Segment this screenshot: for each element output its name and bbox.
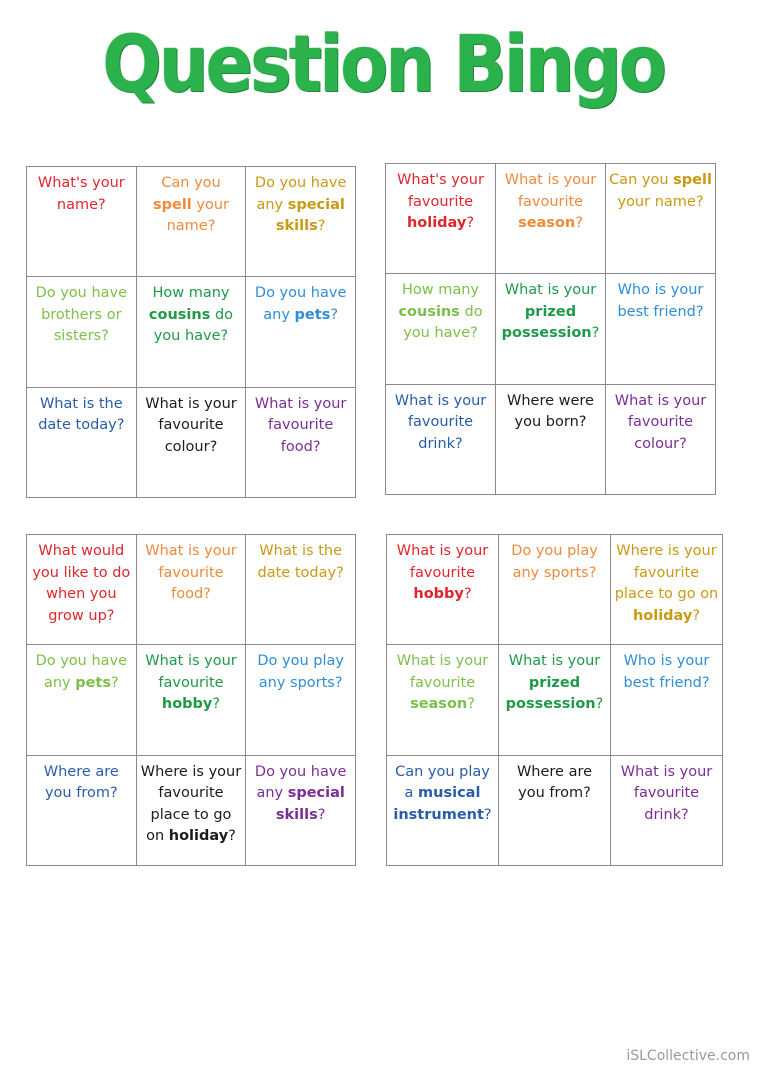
bingo-question-text: Do you play any sports? (511, 543, 598, 581)
bingo-question-text: ? (330, 306, 339, 323)
bingo-keyword: season (410, 696, 468, 713)
bingo-cell (499, 645, 611, 755)
bingo-cell (27, 535, 137, 645)
bingo-cell (611, 756, 723, 866)
bingo-cell (246, 167, 356, 277)
bingo-question-text: Do you have any (254, 763, 347, 802)
bingo-question-text: How many (152, 285, 230, 302)
bingo-card-4 (386, 534, 723, 866)
bingo-question-text: Do you have any (254, 285, 347, 323)
bingo-keyword: cousins (398, 303, 460, 320)
bingo-question-text: What is your favourite drink? (394, 392, 487, 452)
bingo-question-text: ? (692, 607, 701, 624)
bingo-question-text: What is your favourite drink? (620, 763, 713, 823)
bingo-cell (496, 274, 606, 384)
bingo-cell (246, 388, 356, 498)
bingo-cell (496, 385, 606, 495)
bingo-question-text: How many (401, 282, 480, 299)
bingo-cell (387, 756, 499, 866)
bingo-question-text: Where are you from? (43, 763, 119, 802)
bingo-keyword: cousins (148, 306, 211, 323)
bingo-cell (606, 164, 716, 274)
bingo-cell (137, 535, 247, 645)
bingo-question-text: Can you play a (395, 763, 490, 802)
page-title: Question Bingo (102, 18, 664, 110)
bingo-question-text: What is your favourite colour? (145, 395, 237, 455)
bingo-card-1 (26, 166, 356, 498)
bingo-keyword: holiday (168, 828, 229, 845)
bingo-cell (137, 277, 247, 387)
bingo-keyword: spell (673, 172, 712, 188)
bingo-question-text: ? (591, 325, 600, 342)
bingo-cell (386, 164, 496, 274)
bingo-keyword: prized possession (501, 303, 592, 342)
bingo-keyword: prized possession (505, 674, 596, 713)
bingo-cell (496, 164, 606, 274)
bingo-cell (611, 645, 723, 755)
bingo-cell (246, 535, 356, 645)
bingo-question-text: What is the date today? (257, 543, 344, 581)
bingo-question-text: What is the date today? (38, 395, 125, 434)
bingo-question-text: Can you (161, 175, 221, 191)
bingo-question-text: ? (467, 696, 475, 713)
bingo-keyword: holiday (406, 215, 467, 231)
bingo-question-text: Who is your best friend? (617, 282, 704, 320)
bingo-question-text: ? (212, 696, 221, 713)
watermark-text: iSLCollective.com (626, 1048, 750, 1064)
bingo-question-text: ? (483, 806, 492, 823)
bingo-question-text: What is your favourite food? (254, 395, 347, 455)
bingo-question-text: ? (317, 806, 326, 823)
bingo-cell (499, 535, 611, 645)
bingo-question-text: What's your name? (37, 175, 125, 213)
bingo-keyword: hobby (413, 586, 464, 602)
bingo-question-text: Who is your best friend? (623, 653, 710, 691)
bingo-question-text: ? (595, 696, 604, 713)
bingo-question-text: Where were you born? (507, 392, 594, 431)
bingo-question-text: Do you play any sports? (257, 653, 344, 691)
bingo-cell (611, 535, 723, 645)
bingo-keyword: holiday (632, 607, 693, 624)
bingo-keyword: hobby (161, 696, 213, 713)
bingo-question-text: Do you have any (35, 653, 128, 691)
bingo-cell (137, 388, 247, 498)
bingo-keyword: pets (294, 306, 331, 323)
bingo-question-text: What is your (508, 653, 601, 670)
bingo-cell (137, 167, 247, 277)
bingo-cell (606, 385, 716, 495)
bingo-question-text: What is your favourite (396, 543, 489, 581)
bingo-question-text: What is your favourite (145, 653, 237, 691)
bingo-question-text: What would you like to do when you grow up? (32, 543, 131, 624)
bingo-cell (27, 756, 137, 866)
bingo-cell (137, 756, 247, 866)
bingo-question-text: What's your favourite (397, 172, 484, 210)
bingo-cell (137, 645, 247, 755)
bingo-card-2 (385, 163, 716, 495)
bingo-question-text: ? (111, 674, 119, 691)
bingo-cell (27, 645, 137, 755)
bingo-question-text: your name? (166, 196, 229, 234)
bingo-question-text: What is your favourite (504, 172, 597, 210)
bingo-question-text: Where is your favourite place to go on (614, 543, 719, 602)
bingo-cell (386, 385, 496, 495)
bingo-cell (387, 535, 499, 645)
bingo-cell (27, 167, 137, 277)
bingo-cell (606, 274, 716, 384)
bingo-question-text: ? (466, 215, 475, 231)
bingo-card-3 (26, 534, 356, 866)
bingo-question-text: ? (463, 586, 472, 602)
bingo-cell (27, 388, 137, 498)
bingo-keyword: musical instrument (393, 785, 484, 823)
bingo-question-text: ? (228, 828, 236, 845)
bingo-cell (246, 756, 356, 866)
bingo-cell (499, 756, 611, 866)
bingo-question-text: do you have? (153, 306, 234, 345)
bingo-question-text: do you have? (403, 303, 483, 342)
bingo-keyword: special skills (275, 196, 345, 234)
bingo-cell (387, 645, 499, 755)
bingo-question-text: What is your (504, 282, 597, 299)
bingo-keyword: season (518, 215, 576, 231)
bingo-question-text: Can you (609, 172, 674, 188)
bingo-question-text: What is your favourite food? (145, 543, 237, 602)
bingo-question-text: ? (317, 218, 326, 234)
bingo-keyword: spell (152, 196, 192, 213)
bingo-cell (246, 645, 356, 755)
bingo-cell (27, 277, 137, 387)
bingo-keyword: pets (75, 674, 111, 691)
bingo-question-text: Do you have brothers or sisters? (35, 285, 128, 345)
bingo-question-text: Do you have any (254, 175, 347, 213)
bingo-question-text: Where are you from? (516, 763, 593, 802)
bingo-question-text: What is your favourite colour? (614, 392, 707, 452)
bingo-cell (246, 277, 356, 387)
bingo-question-text: What is your favourite (396, 653, 489, 691)
bingo-question-text: Where is your favourite place to go on (140, 763, 242, 845)
bingo-question-text: ? (575, 215, 583, 231)
bingo-cell (386, 274, 496, 384)
bingo-question-text: your name? (617, 193, 704, 210)
bingo-keyword: special skills (275, 785, 345, 823)
